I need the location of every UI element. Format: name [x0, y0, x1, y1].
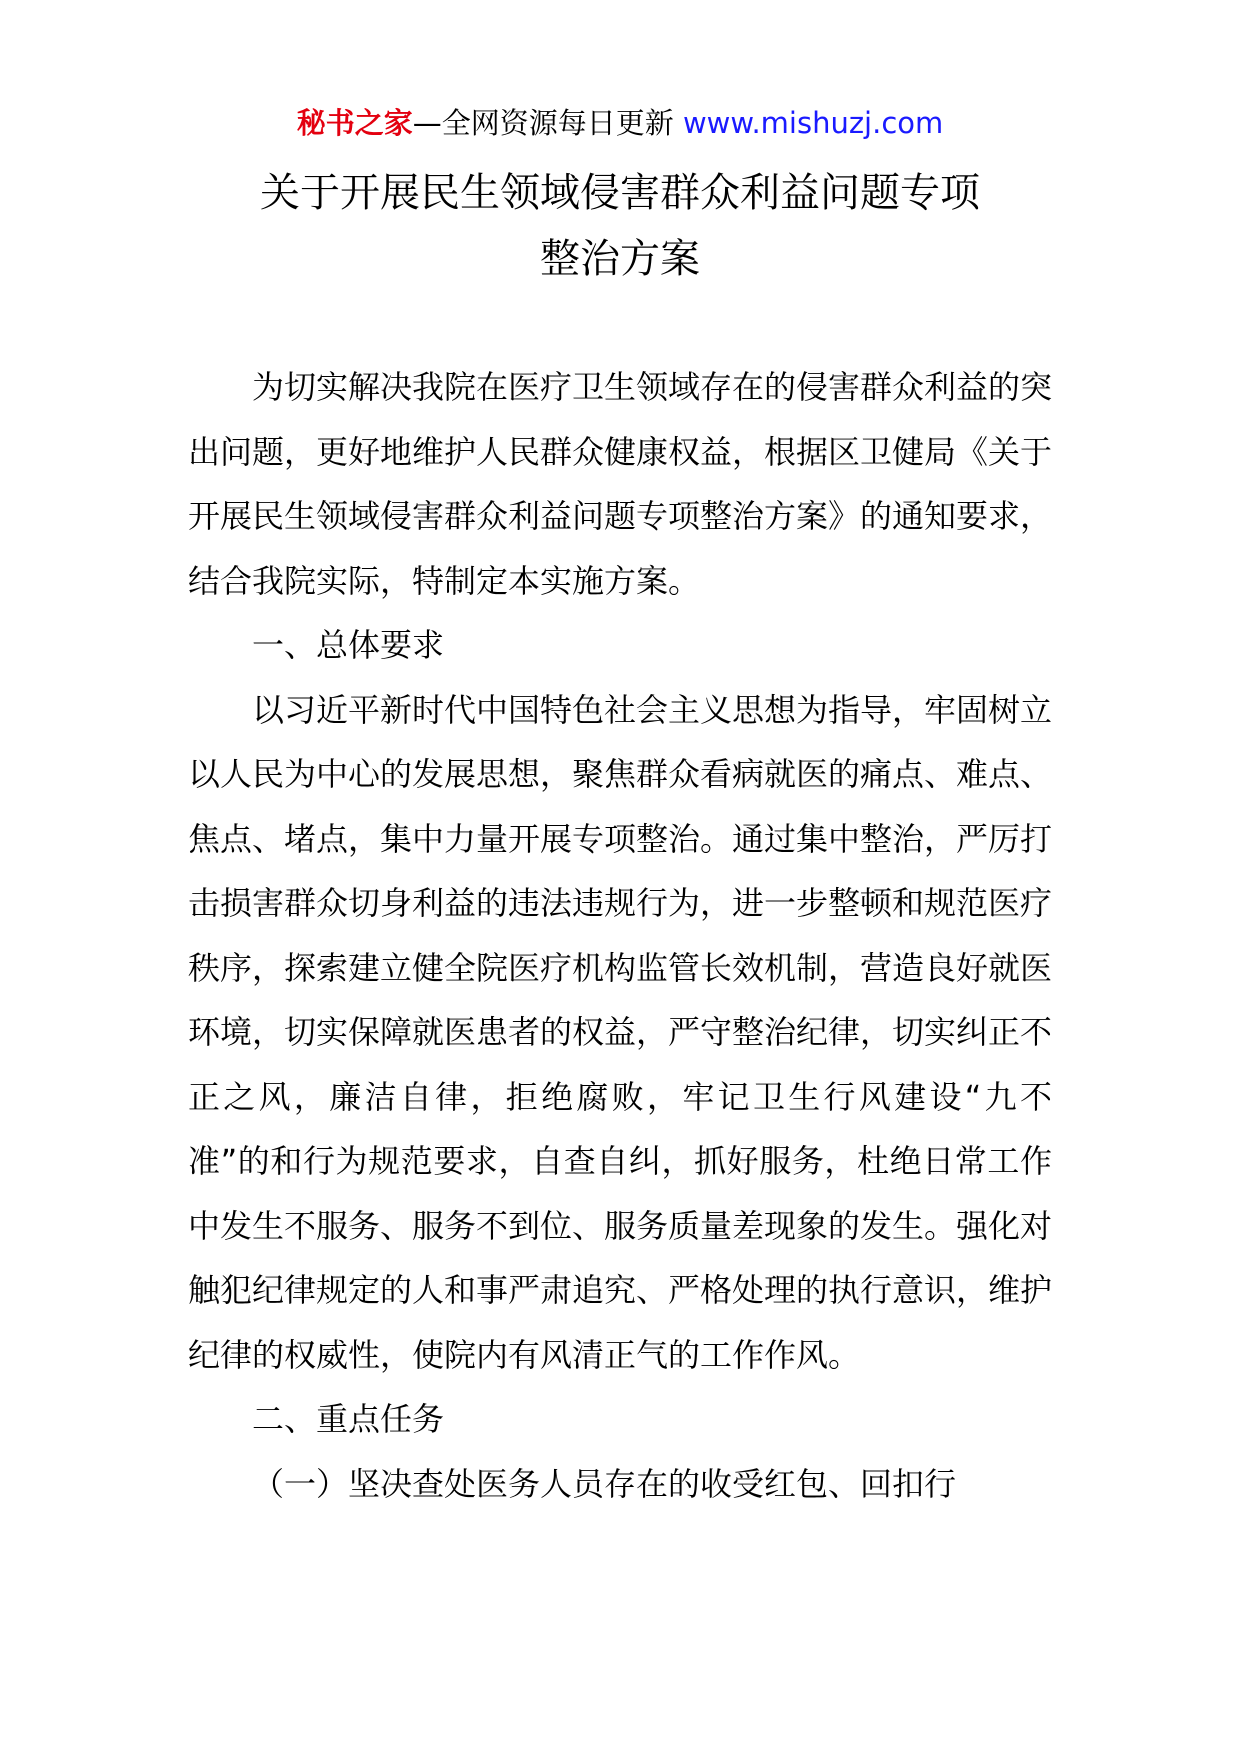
- site-header: [0, 103, 1240, 143]
- section-heading-key-tasks: 二、重点任务: [252, 1400, 445, 1438]
- site-url-link[interactable]: www.mishuzj.com: [682, 106, 944, 140]
- document-title-line-2: 整治方案: [540, 236, 700, 282]
- document-title: [140, 160, 1100, 292]
- document-body: [188, 355, 1052, 1516]
- intro-paragraph: 为切实解决我院在医疗卫生领域存在的侵害群众利益的突出问题，更好地维护人民群众健康权益，根据区卫健局《关于开展民生领域侵害群众利益问题专项整治方案》的通知要求，结合我院实际，特制定本实施方案。: [188, 368, 1053, 600]
- section-heading-general-requirements: 一、总体要求: [252, 626, 445, 664]
- site-brand: 秘书之家: [296, 106, 413, 140]
- site-tagline: —全网资源每日更新: [412, 106, 683, 140]
- general-requirements-paragraph: 以习近平新时代中国特色社会主义思想为指导，牢固树立以人民为中心的发展思想，聚焦群众看病就医的痛点、难点、焦点、堵点，集中力量开展专项整治。通过集中整治，严厉打击损害群众切身利益的违法违规行为，进一步整顿和规范医疗秩序，探索建立健全院医疗机构监管长效机制，营造良好就医环境，切实保障就医患者的权益，严守整治纪律，切实纠正不正之风，廉洁自律，拒绝腐败，牢记卫生行风建设“九不准”的和行为规范要求，自查自纠，抓好服务，杜绝日常工作中发生不服务、服务不到位、服务质量差现象的发生。强化对触犯纪律规定的人和事严肃追究、严格处理的执行意识，维护纪律的权威性，使院内有风清正气的工作作风。: [188, 690, 1053, 1374]
- key-task-1-paragraph: （一）坚决查处医务人员存在的收受红包、回扣行: [252, 1464, 957, 1503]
- document-title-line-1: 关于开展民生领域侵害群众利益问题专项: [260, 170, 980, 216]
